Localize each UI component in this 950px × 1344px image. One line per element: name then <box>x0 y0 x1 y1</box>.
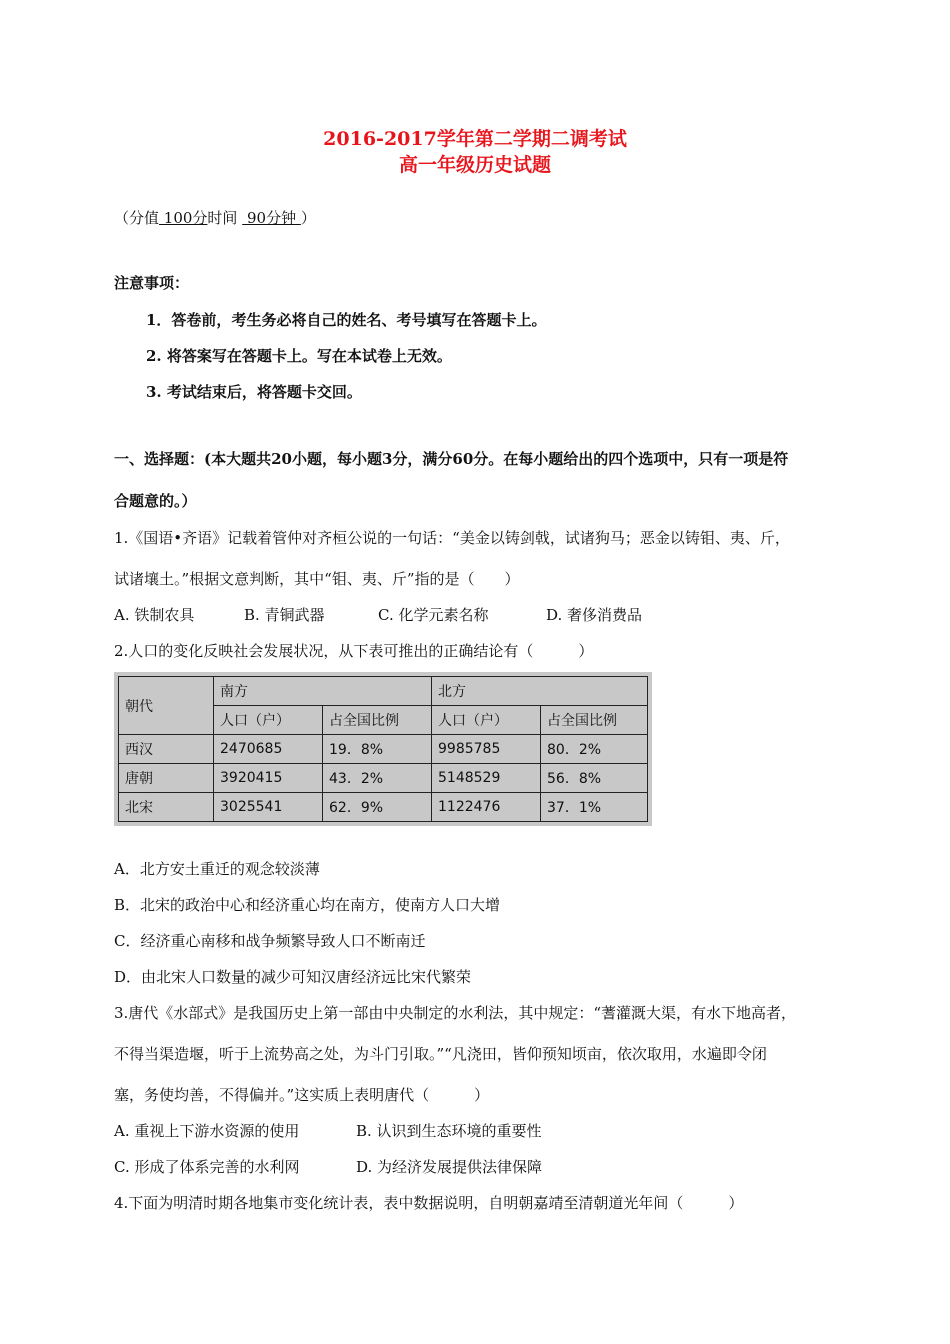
score-time-line <box>114 207 316 228</box>
exam-title: 2016-2017学年第二学期二调考试 <box>323 128 627 150</box>
cell-dynasty: 北宋 <box>119 793 214 822</box>
cell-north-ratio: 37．1% <box>541 793 648 822</box>
question-3-stem-cont: 塞，务使均善，不得偏并。”这实质上表明唐代（ ） <box>114 1086 490 1104</box>
notice-item: 1．答卷前，考生务必将自己的姓名、考号填写在答题卡上。 <box>146 311 547 329</box>
population-table-frame <box>114 672 652 826</box>
notice-item: 2. 将答案写在答题卡上。写在本试卷上无效。 <box>146 347 452 365</box>
cell-north-ratio: 80．2% <box>541 735 648 764</box>
table-row <box>119 735 648 764</box>
cell-south-pop: 3025541 <box>214 793 323 822</box>
option-d: D. 为经济发展提供法律保障 <box>356 1158 543 1176</box>
option-b: B. 认识到生态环境的重要性 <box>356 1122 542 1140</box>
question-3-stem: 3.唐代《水部式》是我国历史上第一部由中央制定的水利法，其中规定：“蓍灌溉大渠，有水下地高者， <box>114 1004 796 1022</box>
notice-item: 3. 考试结束后，将答题卡交回。 <box>146 383 362 401</box>
section-heading-cont: 合题意的。） <box>114 492 197 510</box>
header-north-ratio: 占全国比例 <box>541 706 648 735</box>
cell-north-ratio: 56．8% <box>541 764 648 793</box>
cell-north-pop: 9985785 <box>432 735 541 764</box>
header-dynasty: 朝代 <box>119 677 214 735</box>
population-table <box>118 676 648 822</box>
option-d: D. 奢侈消费品 <box>546 606 643 624</box>
score-value: 100分 <box>159 209 208 227</box>
notice-heading: 注意事项： <box>114 274 190 292</box>
header-south-ratio: 占全国比例 <box>323 706 432 735</box>
question-2-stem: 2.人口的变化反映社会发展状况，从下表可推出的正确结论有（ ） <box>114 642 594 660</box>
question-2-option-a: A．北方安土重迁的观念较淡薄 <box>114 860 320 878</box>
option-a: A. 重视上下游水资源的使用 <box>114 1122 300 1140</box>
question-3-stem-cont: 不得当渠造堰，听于上流势高之处，为斗门引取。”“凡浇田，皆仰预知顷亩，依次取用，水遍即令闭 <box>114 1045 767 1063</box>
cell-dynasty: 唐朝 <box>119 764 214 793</box>
question-2-option-c: C．经济重心南移和战争频繁导致人口不断南迁 <box>114 932 426 950</box>
cell-south-ratio: 62．9% <box>323 793 432 822</box>
question-1-options <box>114 604 642 625</box>
cell-south-ratio: 43．2% <box>323 764 432 793</box>
option-c: C. 形成了体系完善的水利网 <box>114 1158 300 1176</box>
option-c: C. 化学元素名称 <box>378 606 489 624</box>
close-paren: ） <box>300 209 316 227</box>
cell-north-pop: 5148529 <box>432 764 541 793</box>
header-north: 北方 <box>432 677 648 706</box>
question-1-stem: 1.《国语•齐语》记载着管仲对齐桓公说的一句话：“美金以铸剑戟，试诸狗马；恶金以铸钼、夷、斤， <box>114 529 790 547</box>
header-south-pop: 人口（户） <box>214 706 323 735</box>
question-3-options-row1 <box>114 1120 542 1141</box>
cell-south-pop: 2470685 <box>214 735 323 764</box>
option-b: B. 青铜武器 <box>244 606 325 624</box>
cell-south-ratio: 19．8% <box>323 735 432 764</box>
cell-south-pop: 3920415 <box>214 764 323 793</box>
cell-dynasty: 西汉 <box>119 735 214 764</box>
header-north-pop: 人口（户） <box>432 706 541 735</box>
time-label: 时间 <box>207 209 238 227</box>
question-4-stem: 4.下面为明清时期各地集市变化统计表，表中数据说明，自明朝嘉靖至清朝道光年间（ ） <box>114 1194 744 1212</box>
time-value: 90分钟 <box>242 209 301 227</box>
table-row <box>119 764 648 793</box>
option-a: A. 铁制农具 <box>114 606 195 624</box>
exam-subtitle: 高一年级历史试题 <box>398 154 551 176</box>
table-row <box>119 793 648 822</box>
section-heading: 一、选择题：(本大题共20小题，每小题3分，满分60分。在每小题给出的四个选项中，只有一项是符 <box>114 450 789 468</box>
score-label: （分值 <box>114 209 160 227</box>
question-2-option-b: B．北宋的政治中心和经济重心均在南方，使南方人口大增 <box>114 896 501 914</box>
cell-north-pop: 1122476 <box>432 793 541 822</box>
question-1-stem-cont: 试诸壤土。”根据文意判断，其中“钼、夷、斤”指的是（ ） <box>114 570 520 588</box>
question-3-options-row2 <box>114 1156 542 1177</box>
question-2-option-d: D．由北宋人口数量的减少可知汉唐经济远比宋代繁荣 <box>114 968 472 986</box>
header-south: 南方 <box>214 677 432 706</box>
